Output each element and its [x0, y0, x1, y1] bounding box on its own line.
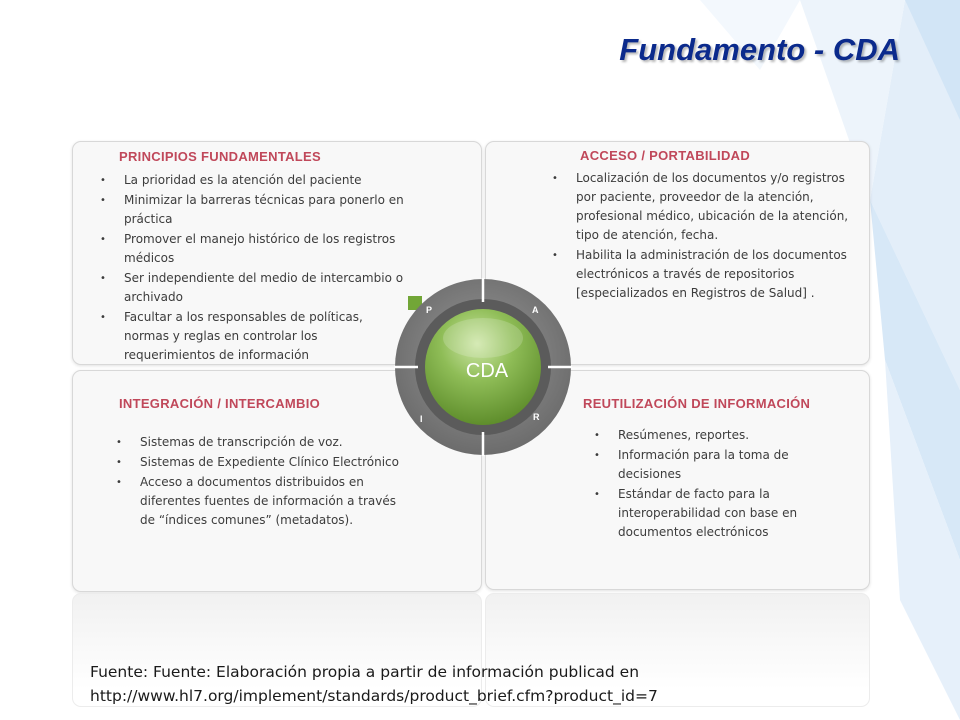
source-link[interactable]: http://www.hl7.org/implement/standards/product_brief.cfm?product_id=7 [90, 687, 658, 705]
list-item: • Promover el manejo histórico de los registros médicos [88, 230, 406, 268]
list-item: • Resúmenes, reportes. [582, 426, 832, 445]
heading-reutilizacion: REUTILIZACIÓN DE INFORMACIÓN [583, 396, 811, 411]
heading-principios: PRINCIPIOS FUNDAMENTALES [119, 149, 321, 164]
heading-acceso: ACCESO / PORTABILIDAD [580, 148, 751, 163]
list-item: • Información para la toma de decisiones [582, 446, 832, 484]
segment-label-a: A [532, 305, 539, 315]
center-highlight [443, 318, 523, 358]
list-item: • Sistemas de transcripción de voz. [104, 433, 404, 452]
list-item: • Acceso a documentos distribuidos en diferentes fuentes de información a través de “índices comunes” (metadatos). [104, 473, 404, 530]
segment-label-i: I [420, 414, 423, 424]
list-item: • Localización de los documentos y/o registros por paciente, proveedor de la atención, profesional médico, ubicación de la atención, tipo de atención, fecha. [540, 169, 858, 245]
source-line-1: Fuente: Fuente: Elaboración propia a partir de información publicad en [90, 663, 640, 681]
list-integracion [104, 433, 404, 531]
list-item: • Facultar a los responsables de políticas, normas y reglas en controlar los requerimientos de información [88, 308, 406, 365]
list-item: • Sistemas de Expediente Clínico Electrónico [104, 453, 404, 472]
center-label: CDA [465, 360, 509, 382]
list-acceso [540, 169, 858, 304]
heading-integracion: INTEGRACIÓN / INTERCAMBIO [119, 396, 321, 411]
source-footer [90, 660, 658, 708]
segment-label-p: P [426, 305, 433, 315]
slide-title: Fundamento - CDA [619, 32, 900, 67]
list-item: • Minimizar la barreras técnicas para ponerlo en práctica [88, 191, 406, 229]
list-reutilizacion [582, 426, 832, 543]
cda-cycle-diagram [392, 276, 574, 458]
segment-label-r: R [533, 412, 540, 422]
list-item: • Habilita la administración de los documentos electrónicos a través de repositorios [especializados en Registros de Salud] . [540, 246, 858, 303]
list-item: • Ser independiente del medio de intercambio o archivado [88, 269, 406, 307]
list-item: • La prioridad es la atención del paciente [88, 171, 406, 190]
list-item: • Estándar de facto para la interoperabilidad con base en documentos electrónicos [582, 485, 832, 542]
list-principios [88, 171, 406, 366]
